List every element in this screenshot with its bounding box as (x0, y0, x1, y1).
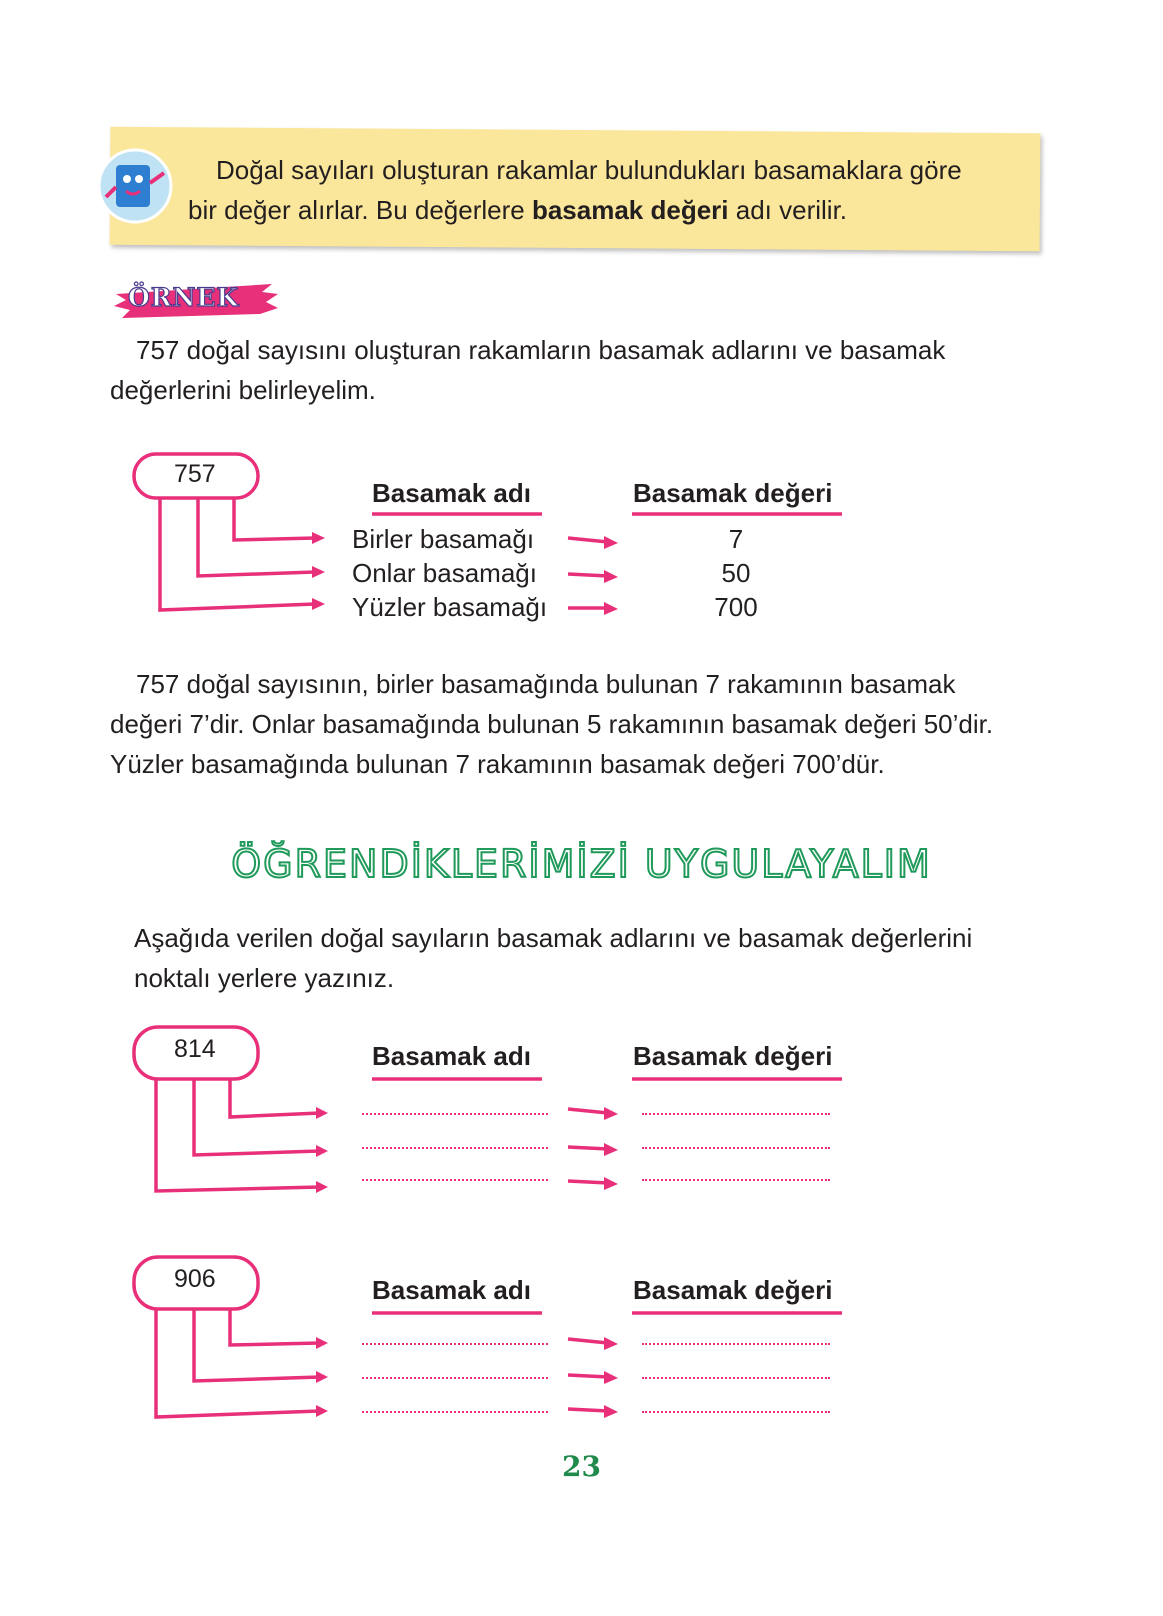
info-line-1: Doğal sayıları oluşturan rakamlar bulundukları basamaklara göre (216, 155, 962, 185)
answer-value-blank[interactable] (642, 1113, 830, 1117)
mascot-icon (96, 147, 174, 225)
example-diagram (130, 452, 1030, 642)
answer-value-blank[interactable] (642, 1343, 830, 1347)
exercise-number: 814 (174, 1035, 216, 1063)
info-note-text (188, 150, 1028, 230)
example-row-name: Onlar basamağı (352, 558, 537, 588)
answer-value-blank[interactable] (642, 1179, 830, 1183)
page-number: 23 (562, 1450, 601, 1483)
example-row-value: 50 (721, 558, 751, 588)
instructions-line-2: noktalı yerlere yazınız. (134, 963, 395, 993)
exercise-number: 906 (174, 1265, 216, 1293)
example-row-name: Birler basamağı (352, 524, 535, 554)
ornek-tag: ÖRNEK (128, 283, 240, 312)
exercise-header-name: Basamak adı (372, 1041, 531, 1071)
info-line-2b: adı verilir. (728, 195, 848, 225)
example-intro-line-2: değerlerini belirleyelim. (110, 375, 376, 405)
practice-title: ÖĞRENDİKLERİMİZİ UYGULAYALIM (231, 842, 932, 886)
answer-value-blank[interactable] (642, 1147, 830, 1151)
explanation-line-1: 757 doğal sayısının, birler basamağında bulunan 7 rakamının basamak (136, 669, 956, 699)
example-intro (110, 330, 1018, 410)
answer-name-blank[interactable] (362, 1147, 548, 1151)
explanation-line-2: değeri 7’dir. Onlar basamağında bulunan 5 rakamının basamak değeri 50’dir. (110, 709, 994, 739)
answer-value-blank[interactable] (642, 1377, 830, 1381)
answer-name-blank[interactable] (362, 1411, 548, 1415)
answer-name-blank[interactable] (362, 1343, 548, 1347)
exercise-header-name: Basamak adı (372, 1275, 531, 1305)
example-bracket-graphic (130, 452, 1030, 642)
explanation-line-3: Yüzler basamağında bulunan 7 rakamının basamak değeri 700’dür. (110, 749, 885, 779)
example-row-value: 7 (728, 524, 744, 554)
exercise-header-value: Basamak değeri (633, 1275, 833, 1305)
exercise-diagram (130, 1025, 1030, 1215)
example-row-name: Yüzler basamağı (352, 592, 548, 622)
exercise-diagram (130, 1255, 1030, 1445)
exercise-header-value: Basamak değeri (633, 1041, 833, 1071)
answer-name-blank[interactable] (362, 1113, 548, 1117)
answer-value-blank[interactable] (642, 1411, 830, 1415)
example-intro-line-1: 757 doğal sayısını oluşturan rakamların basamak adlarını ve basamak (136, 335, 946, 365)
exercise-bracket-graphic (130, 1025, 1030, 1215)
answer-name-blank[interactable] (362, 1377, 548, 1381)
info-line-2a: bir değer alırlar. Bu değerlere (188, 195, 532, 225)
example-number: 757 (174, 460, 216, 488)
example-header-value: Basamak değeri (633, 478, 833, 508)
example-header-name: Basamak adı (372, 478, 531, 508)
example-row-value: 700 (714, 592, 758, 622)
practice-instructions (134, 918, 1018, 998)
instructions-line-1: Aşağıda verilen doğal sayıların basamak adlarını ve basamak değerlerini (134, 923, 973, 953)
answer-name-blank[interactable] (362, 1179, 548, 1183)
info-line-2-bold: basamak değeri (531, 195, 729, 225)
example-explanation (110, 664, 1018, 784)
exercise-bracket-graphic (130, 1255, 1030, 1445)
